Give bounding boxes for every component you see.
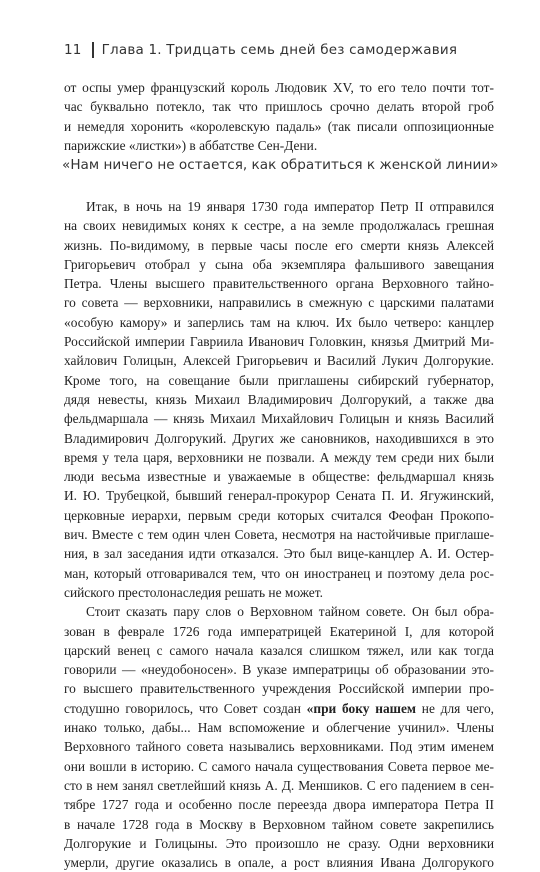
text-line: Григорьевич отобрал у сына оба экземпляра фальшивого завещания bbox=[64, 256, 494, 272]
text-line: фельдмаршала — князь Михаил Михайлович Голицын и князь Василий bbox=[64, 411, 494, 427]
text-line: жизнь. По-видимому, в первые часы после его смерти князь Алексей bbox=[64, 237, 494, 253]
text-line: Петра. Члены высшего правительственного органа Верховного тайно- bbox=[64, 276, 494, 292]
text-line: И. Ю. Трубецкой, бывший генерал-прокурор Сената П. И. Ягужинский, bbox=[64, 488, 494, 504]
text-line: время у тела царя, верховники не позвали. А между тем среди них были bbox=[64, 449, 494, 465]
text-line: царский венец с самого начала казался слишком тяжел, или как тогда bbox=[64, 642, 494, 658]
text-line: люди весьма известные и уважаемые в обществе: фельдмаршал князь bbox=[64, 469, 494, 485]
text-line: ман, который отговаривался тем, что он иностранец и поэтому дела рос- bbox=[64, 565, 494, 581]
text-segment: не для чего, bbox=[416, 700, 495, 716]
text-line: «особую камору» и заперлись там на ключ. Их было четверо: канцлер bbox=[64, 314, 494, 330]
text-line: тябре 1727 года и особенно после переезда двора императора Петра II bbox=[64, 797, 494, 813]
text-line: церковные иерархи, первым среди которых считался Феофан Прокопо- bbox=[64, 507, 494, 523]
text-line: вич. Вместе с тем один член Совета, несмотря на настойчивые приглаше- bbox=[64, 527, 494, 543]
text-line: Долгорукие и Голицыны. Это произошло не сразу. Одни верховники bbox=[64, 835, 494, 851]
text-line: инако только, дабы... Нам вспоможение и облегчение учинил». Члены bbox=[64, 720, 494, 736]
chapter-title: Глава 1. Тридцать семь дней без самодержавия bbox=[101, 42, 458, 58]
text-line: сийского престолонаследия решать не может. bbox=[64, 584, 323, 600]
main-text bbox=[64, 197, 494, 872]
text-line: парижские «листки») в аббатстве Сен-Дени. bbox=[64, 137, 318, 153]
intro-paragraph bbox=[64, 78, 494, 155]
text-line: говорили — «неудобоносен». В указе императрицы об образовании это- bbox=[64, 662, 494, 678]
text-line-with-emphasis bbox=[64, 699, 494, 718]
section-subheading: «Нам ничего не остается, как обратиться к женской линии» bbox=[62, 157, 499, 173]
text-line: Кроме того, на совещание были приглашены сибирский губернатор, bbox=[64, 372, 494, 388]
text-line: Российской империи Гавриила Иванович Головкин, князья Дмитрий Ми- bbox=[64, 334, 494, 350]
text-line: в начале 1728 года в Москву в Верховном тайном совете закрепились bbox=[64, 816, 494, 832]
text-segment: стодушно говорилось, что Совет создан bbox=[64, 700, 301, 716]
text-line: Стоит сказать пару слов о Верховном тайном совете. Он был обра- bbox=[86, 604, 494, 620]
text-line: Верховного тайного совета назывались верховниками. Под этим именем bbox=[64, 739, 494, 755]
text-line: на своих невидимых конях к сестре, а на земле продолжалась грешная bbox=[64, 218, 494, 234]
text-line: го совета — верховники, направились в смежную с царскими палатами bbox=[64, 295, 494, 311]
text-line: умерли, другие оказались в опале, а рост влияния Ивана Долгорукого bbox=[64, 855, 494, 871]
text-line: час буквально потекло, так что пришлось срочно делать второй гроб bbox=[64, 99, 494, 115]
text-line: дядя невесты, князь Михаил Владимирович Долгорукий, а также два bbox=[64, 391, 494, 407]
text-line: от оспы умер французский король Людовик XV, то его тело почти тот- bbox=[64, 80, 494, 95]
text-line: и немедля хоронить «королевскую падаль» (так писали оппозиционные bbox=[64, 118, 494, 134]
text-line: ния, в зал заседания идти отказался. Это был вице-канцлер А. И. Остер- bbox=[64, 546, 494, 562]
page-number: 11 bbox=[64, 42, 82, 58]
emphasized-quote: «при боку нашем bbox=[306, 700, 417, 716]
running-header bbox=[64, 42, 500, 58]
header-divider bbox=[92, 42, 94, 58]
text-line: они вошли в историю. С самого начала существования Совета первое ме- bbox=[64, 758, 494, 774]
text-line: сто в нем занял светлейший князь А. Д. Меншиков. С его падением в сен- bbox=[64, 777, 494, 793]
text-line: го высшего правительственного учреждения Российской империи про- bbox=[64, 681, 494, 697]
text-line: Владимирович Долгорукий. Других же сановников, находившихся в это bbox=[64, 430, 494, 446]
text-line: зован в феврале 1726 года императрицей Екатериной I, для которой bbox=[64, 623, 494, 639]
text-line: хайлович Голицын, Алексей Григорьевич и Василий Лукич Долгорукие. bbox=[64, 353, 494, 369]
text-line: Итак, в ночь на 19 января 1730 года император Петр II отправился bbox=[86, 199, 494, 214]
